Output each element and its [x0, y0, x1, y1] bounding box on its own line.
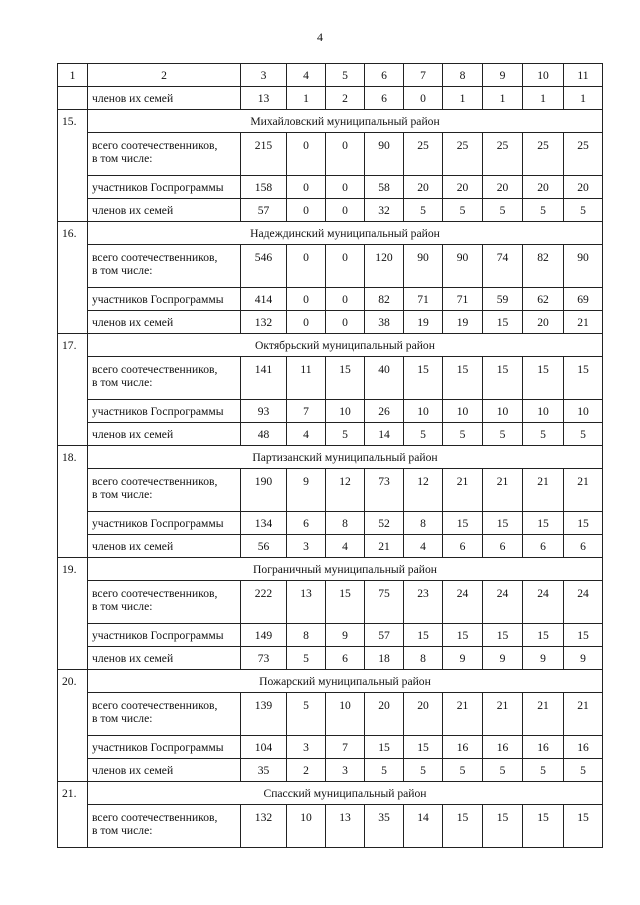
value-cell: 5	[443, 759, 483, 782]
value-cell: 21	[523, 469, 564, 512]
value-cell: 13	[326, 805, 365, 848]
value-cell: 139	[241, 693, 287, 736]
row-label: членов их семей	[88, 647, 241, 670]
row-number-cell	[58, 423, 88, 446]
district-name: Надеждинский муниципальный район	[88, 222, 603, 245]
row-number-cell	[58, 469, 88, 512]
district-number: 17.	[58, 334, 88, 357]
value-cell: 6	[326, 647, 365, 670]
value-cell: 40	[365, 357, 404, 400]
value-cell: 5	[404, 199, 443, 222]
row-number-cell	[58, 535, 88, 558]
row-label: участников Госпрограммы	[88, 400, 241, 423]
district-name: Спасский муниципальный район	[88, 782, 603, 805]
value-cell: 5	[443, 199, 483, 222]
row-number-cell	[58, 133, 88, 176]
data-row	[58, 647, 603, 670]
value-cell: 25	[523, 133, 564, 176]
district-header-row	[58, 110, 603, 133]
value-cell: 5	[523, 759, 564, 782]
value-cell: 10	[326, 693, 365, 736]
data-row	[58, 512, 603, 535]
value-cell: 21	[564, 469, 603, 512]
value-cell: 20	[483, 176, 523, 199]
value-cell: 5	[287, 647, 326, 670]
district-header-row	[58, 222, 603, 245]
district-name: Михайловский муниципальный район	[88, 110, 603, 133]
value-cell: 71	[404, 288, 443, 311]
value-cell: 14	[404, 805, 443, 848]
total-row	[58, 357, 603, 400]
row-number-cell	[58, 581, 88, 624]
column-number: 4	[287, 64, 326, 87]
row-number-cell	[58, 357, 88, 400]
value-cell: 3	[287, 736, 326, 759]
value-cell: 82	[523, 245, 564, 288]
column-number: 7	[404, 64, 443, 87]
value-cell: 5	[365, 759, 404, 782]
value-cell: 134	[241, 512, 287, 535]
value-cell: 10	[404, 400, 443, 423]
value-cell: 4	[404, 535, 443, 558]
value-cell: 132	[241, 311, 287, 334]
value-cell: 19	[443, 311, 483, 334]
column-number: 10	[523, 64, 564, 87]
total-row	[58, 133, 603, 176]
value-cell: 21	[365, 535, 404, 558]
data-row	[58, 311, 603, 334]
value-cell: 15	[523, 805, 564, 848]
value-cell: 10	[564, 400, 603, 423]
value-cell: 90	[365, 133, 404, 176]
value-cell: 190	[241, 469, 287, 512]
value-cell: 4	[326, 535, 365, 558]
value-cell: 21	[483, 469, 523, 512]
district-name: Пожарский муниципальный район	[88, 670, 603, 693]
value-cell: 15	[564, 624, 603, 647]
row-number-cell	[58, 512, 88, 535]
value-cell: 546	[241, 245, 287, 288]
row-label: участников Госпрограммы	[88, 288, 241, 311]
value-cell: 5	[326, 423, 365, 446]
value-cell: 6	[287, 512, 326, 535]
value-cell: 20	[365, 693, 404, 736]
value-cell: 5	[404, 759, 443, 782]
value-cell: 25	[443, 133, 483, 176]
row-number-cell	[58, 245, 88, 288]
value-cell: 12	[326, 469, 365, 512]
value-cell: 9	[523, 647, 564, 670]
resettlement-table	[57, 63, 603, 848]
value-cell: 20	[564, 176, 603, 199]
value-cell: 15	[443, 512, 483, 535]
value-cell: 120	[365, 245, 404, 288]
value-cell: 0	[326, 311, 365, 334]
value-cell: 20	[523, 176, 564, 199]
continued-row	[58, 87, 603, 110]
value-cell: 15	[483, 357, 523, 400]
column-number: 5	[326, 64, 365, 87]
value-cell: 21	[523, 693, 564, 736]
value-cell: 82	[365, 288, 404, 311]
district-number: 16.	[58, 222, 88, 245]
district-name: Партизанский муниципальный район	[88, 446, 603, 469]
value-cell: 0	[287, 311, 326, 334]
row-label: всего соотечественников, в том числе:	[88, 357, 241, 400]
value-cell: 9	[287, 469, 326, 512]
value-cell: 10	[443, 400, 483, 423]
value-cell: 9	[564, 647, 603, 670]
value-cell: 23	[404, 581, 443, 624]
value-cell: 15	[523, 624, 564, 647]
value-cell: 15	[564, 805, 603, 848]
value-cell: 21	[564, 693, 603, 736]
district-number: 20.	[58, 670, 88, 693]
value-cell: 16	[483, 736, 523, 759]
district-header-row	[58, 446, 603, 469]
value-cell: 90	[564, 245, 603, 288]
value-cell: 8	[326, 512, 365, 535]
value-cell: 15	[483, 512, 523, 535]
row-label: членов их семей	[88, 535, 241, 558]
value-cell: 10	[326, 400, 365, 423]
district-number: 15.	[58, 110, 88, 133]
row-number-cell	[58, 624, 88, 647]
value-cell: 93	[241, 400, 287, 423]
value-cell: 25	[483, 133, 523, 176]
value-cell: 5	[483, 199, 523, 222]
row-label: всего соотечественников, в том числе:	[88, 469, 241, 512]
row-label: участников Госпрограммы	[88, 624, 241, 647]
column-number: 2	[88, 64, 241, 87]
value-cell: 13	[287, 581, 326, 624]
value-cell: 15	[564, 357, 603, 400]
value-cell: 69	[564, 288, 603, 311]
total-row	[58, 469, 603, 512]
value-cell: 16	[523, 736, 564, 759]
value-cell: 56	[241, 535, 287, 558]
value-cell: 73	[241, 647, 287, 670]
column-number: 6	[365, 64, 404, 87]
value-cell: 21	[483, 693, 523, 736]
column-number: 3	[241, 64, 287, 87]
value-cell: 21	[443, 693, 483, 736]
total-row	[58, 693, 603, 736]
value-cell: 11	[287, 357, 326, 400]
value-cell: 12	[404, 469, 443, 512]
value-cell: 132	[241, 805, 287, 848]
value-cell: 0	[287, 176, 326, 199]
value-cell: 15	[564, 512, 603, 535]
column-number: 8	[443, 64, 483, 87]
value-cell: 16	[443, 736, 483, 759]
row-number-cell	[58, 199, 88, 222]
value-cell: 5	[564, 199, 603, 222]
value-cell: 5	[443, 423, 483, 446]
row-number-cell	[58, 693, 88, 736]
value-cell: 1	[523, 87, 564, 110]
data-row	[58, 176, 603, 199]
district-header-row	[58, 334, 603, 357]
row-label: участников Госпрограммы	[88, 512, 241, 535]
value-cell: 5	[483, 423, 523, 446]
value-cell: 57	[365, 624, 404, 647]
value-cell: 35	[241, 759, 287, 782]
value-cell: 1	[443, 87, 483, 110]
district-name: Октябрьский муниципальный район	[88, 334, 603, 357]
value-cell: 0	[287, 288, 326, 311]
row-number-cell	[58, 87, 88, 110]
value-cell: 10	[287, 805, 326, 848]
value-cell: 15	[523, 512, 564, 535]
value-cell: 1	[287, 87, 326, 110]
value-cell: 24	[523, 581, 564, 624]
value-cell: 6	[365, 87, 404, 110]
value-cell: 158	[241, 176, 287, 199]
value-cell: 6	[523, 535, 564, 558]
total-row	[58, 805, 603, 848]
row-number-cell	[58, 311, 88, 334]
value-cell: 6	[443, 535, 483, 558]
value-cell: 9	[326, 624, 365, 647]
value-cell: 25	[404, 133, 443, 176]
column-number: 9	[483, 64, 523, 87]
district-number: 18.	[58, 446, 88, 469]
row-label: членов их семей	[88, 199, 241, 222]
district-number: 19.	[58, 558, 88, 581]
value-cell: 75	[365, 581, 404, 624]
value-cell: 0	[326, 133, 365, 176]
value-cell: 0	[287, 245, 326, 288]
value-cell: 16	[564, 736, 603, 759]
row-number-cell	[58, 288, 88, 311]
header-row	[58, 64, 603, 87]
value-cell: 3	[326, 759, 365, 782]
value-cell: 4	[287, 423, 326, 446]
value-cell: 5	[404, 423, 443, 446]
row-number-cell	[58, 759, 88, 782]
row-number-cell	[58, 400, 88, 423]
value-cell: 0	[287, 133, 326, 176]
value-cell: 48	[241, 423, 287, 446]
value-cell: 0	[326, 288, 365, 311]
value-cell: 71	[443, 288, 483, 311]
data-row	[58, 288, 603, 311]
value-cell: 15	[483, 311, 523, 334]
value-cell: 20	[404, 176, 443, 199]
value-cell: 15	[483, 624, 523, 647]
value-cell: 9	[443, 647, 483, 670]
value-cell: 7	[326, 736, 365, 759]
data-row	[58, 423, 603, 446]
value-cell: 18	[365, 647, 404, 670]
total-row	[58, 245, 603, 288]
value-cell: 21	[564, 311, 603, 334]
value-cell: 21	[443, 469, 483, 512]
value-cell: 9	[483, 647, 523, 670]
value-cell: 5	[564, 759, 603, 782]
value-cell: 0	[326, 199, 365, 222]
value-cell: 10	[523, 400, 564, 423]
value-cell: 15	[326, 581, 365, 624]
value-cell: 414	[241, 288, 287, 311]
row-label: членов их семей	[88, 311, 241, 334]
value-cell: 5	[287, 693, 326, 736]
value-cell: 20	[443, 176, 483, 199]
value-cell: 26	[365, 400, 404, 423]
value-cell: 6	[483, 535, 523, 558]
row-number-cell	[58, 176, 88, 199]
row-label: всего соотечественников, в том числе:	[88, 245, 241, 288]
page-number: 4	[317, 30, 323, 44]
value-cell: 8	[404, 647, 443, 670]
value-cell: 10	[483, 400, 523, 423]
value-cell: 57	[241, 199, 287, 222]
value-cell: 5	[483, 759, 523, 782]
value-cell: 25	[564, 133, 603, 176]
row-number-cell	[58, 805, 88, 848]
value-cell: 24	[483, 581, 523, 624]
row-label: членов их семей	[88, 759, 241, 782]
district-name: Пограничный муниципальный район	[88, 558, 603, 581]
value-cell: 15	[483, 805, 523, 848]
total-row	[58, 581, 603, 624]
value-cell: 5	[564, 423, 603, 446]
value-cell: 222	[241, 581, 287, 624]
row-label: членов их семей	[88, 423, 241, 446]
data-row	[58, 199, 603, 222]
value-cell: 2	[326, 87, 365, 110]
value-cell: 24	[564, 581, 603, 624]
value-cell: 52	[365, 512, 404, 535]
value-cell: 15	[404, 624, 443, 647]
value-cell: 0	[326, 245, 365, 288]
data-row	[58, 624, 603, 647]
column-number: 11	[564, 64, 603, 87]
row-label: членов их семей	[88, 87, 241, 110]
value-cell: 90	[443, 245, 483, 288]
data-row	[58, 400, 603, 423]
value-cell: 73	[365, 469, 404, 512]
value-cell: 6	[564, 535, 603, 558]
value-cell: 1	[483, 87, 523, 110]
value-cell: 15	[523, 357, 564, 400]
data-row	[58, 736, 603, 759]
value-cell: 15	[404, 736, 443, 759]
value-cell: 0	[287, 199, 326, 222]
value-cell: 3	[287, 535, 326, 558]
value-cell: 20	[523, 311, 564, 334]
value-cell: 90	[404, 245, 443, 288]
value-cell: 19	[404, 311, 443, 334]
value-cell: 24	[443, 581, 483, 624]
value-cell: 7	[287, 400, 326, 423]
district-header-row	[58, 558, 603, 581]
row-label: всего соотечественников, в том числе:	[88, 133, 241, 176]
value-cell: 15	[404, 357, 443, 400]
row-label: всего соотечественников, в том числе:	[88, 581, 241, 624]
value-cell: 15	[365, 736, 404, 759]
value-cell: 141	[241, 357, 287, 400]
value-cell: 59	[483, 288, 523, 311]
value-cell: 104	[241, 736, 287, 759]
data-row	[58, 759, 603, 782]
value-cell: 149	[241, 624, 287, 647]
value-cell: 5	[523, 199, 564, 222]
value-cell: 8	[404, 512, 443, 535]
value-cell: 38	[365, 311, 404, 334]
value-cell: 20	[404, 693, 443, 736]
value-cell: 15	[443, 357, 483, 400]
value-cell: 62	[523, 288, 564, 311]
row-label: всего соотечественников, в том числе:	[88, 805, 241, 848]
row-number-cell	[58, 736, 88, 759]
value-cell: 0	[404, 87, 443, 110]
value-cell: 15	[443, 624, 483, 647]
value-cell: 13	[241, 87, 287, 110]
value-cell: 8	[287, 624, 326, 647]
district-header-row	[58, 782, 603, 805]
row-number-cell	[58, 647, 88, 670]
value-cell: 0	[326, 176, 365, 199]
value-cell: 1	[564, 87, 603, 110]
row-label: участников Госпрограммы	[88, 176, 241, 199]
value-cell: 215	[241, 133, 287, 176]
value-cell: 74	[483, 245, 523, 288]
column-number: 1	[58, 64, 88, 87]
row-label: участников Госпрограммы	[88, 736, 241, 759]
value-cell: 32	[365, 199, 404, 222]
row-label: всего соотечественников, в том числе:	[88, 693, 241, 736]
value-cell: 5	[523, 423, 564, 446]
value-cell: 2	[287, 759, 326, 782]
data-row	[58, 535, 603, 558]
district-number: 21.	[58, 782, 88, 805]
value-cell: 58	[365, 176, 404, 199]
value-cell: 14	[365, 423, 404, 446]
value-cell: 35	[365, 805, 404, 848]
value-cell: 15	[326, 357, 365, 400]
value-cell: 15	[443, 805, 483, 848]
district-header-row	[58, 670, 603, 693]
